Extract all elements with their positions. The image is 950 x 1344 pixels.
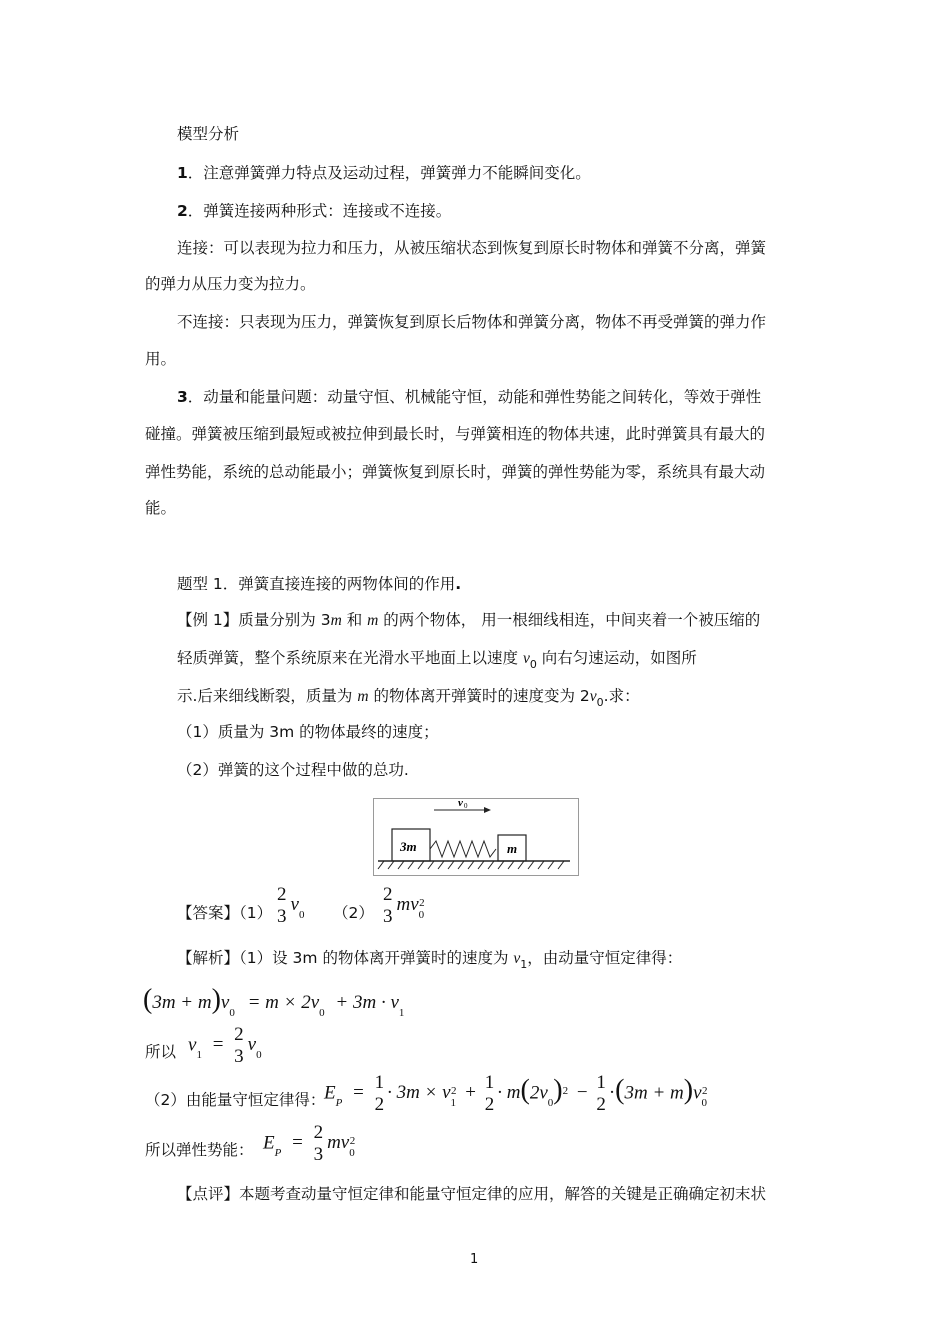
- point-1-number: 1: [177, 164, 188, 182]
- velocity-label-sub: 0: [464, 802, 468, 810]
- answer-2-label: （2）: [333, 904, 374, 922]
- point-3-line-4: 能。: [145, 499, 177, 517]
- point-3-line-3: 弹性势能，系统的总动能最小；弹簧恢复到原长时，弹簧的弹性势能为零，系统具有最大动: [145, 463, 766, 481]
- ground-hatching: [378, 861, 564, 869]
- point-2-text: ．弹簧连接两种形式：连接或不连接。: [187, 202, 452, 220]
- analysis-tag: 【解析】: [177, 949, 240, 967]
- point-3-number: 3: [177, 388, 188, 406]
- connect-line-1: 连接：可以表现为拉力和压力，从被压缩状态到恢复到原长时物体和弹簧不分离，弹簧: [177, 239, 767, 257]
- example-line-3: 示.后来细线断裂，质量为 m 的物体离开弹簧时的速度变为 $2v_0$.求：: [177, 687, 640, 709]
- connect-line-2: 的弹力从压力变为拉力。: [145, 275, 316, 293]
- example-tag: 【例 1】: [177, 611, 239, 629]
- v1-result: $v_1$ = 2 3 $v_0$: [188, 1024, 262, 1067]
- type1-title: 题型 1．弹簧直接连接的两物体间的作用.: [177, 575, 462, 593]
- comment-line: 【点评】本题考查动量守恒定律和能量守恒定律的应用，解答的关键是正确确定初末状: [177, 1185, 767, 1203]
- point-2-number: 2: [177, 202, 188, 220]
- page-number: 1: [470, 1252, 479, 1267]
- example-line-2: 轻质弹簧，整个系统原来在光滑水平地面上以速度 $v_0$ 向右匀速运动，如图所: [177, 649, 697, 671]
- figure-drawing: [374, 799, 578, 875]
- momentum-equation: $(3m + m)v_0 = m \times 2v_0 + 3m \cdot v_1$: [143, 984, 405, 1019]
- block-m-label: m: [507, 841, 518, 856]
- section-title: 模型分析: [177, 125, 240, 143]
- block-3m-label: 3m: [400, 839, 417, 854]
- so-label-1: 所以: [145, 1043, 177, 1061]
- spring-blocks-figure: [373, 798, 579, 876]
- noconnect-line-2: 用。: [145, 350, 177, 368]
- answer-2-expression: 2 3 $mv_0^2$: [383, 884, 425, 927]
- noconnect-line-1: 不连接：只表现为压力，弹簧恢复到原长后物体和弹簧分离，物体不再受弹簧的弹力作: [177, 313, 767, 331]
- answer-1-expression: 2 3 $v_0$: [277, 884, 305, 927]
- velocity-arrow-head: [484, 807, 491, 813]
- point-3-line-1: [177, 387, 761, 407]
- velocity-label: v: [458, 799, 463, 809]
- question-2: （2）弹簧的这个过程中做的总功.: [177, 761, 409, 779]
- elastic-energy-result: $E_P$ = 2 3 $mv_0^2$: [263, 1122, 356, 1165]
- energy-equation: $E_P$ = 1 2 · $3m \times v_1^2$ + 1 2 · $m(2v_0)^2$ − 1 2 $\cdot(3m + m)v_0^2$: [324, 1072, 708, 1115]
- point-1: [177, 163, 591, 183]
- spring: [430, 841, 496, 857]
- point-3-line-2: 碰撞。弹簧被压缩到最短或被拉伸到最长时，与弹簧相连的物体共速，此时弹簧具有最大的: [145, 425, 766, 443]
- point-1-text: ．注意弹簧弹力特点及运动过程，弹簧弹力不能瞬间变化。: [187, 164, 591, 182]
- point-3-text: ．动量和能量问题：动量守恒、机械能守恒，动能和弹性势能之间转化，等效于弹性: [187, 388, 762, 406]
- analysis-line-1: 【解析】（1）设 3m 的物体离开弹簧时的速度为 $v_1$，由动量守恒定律得：: [177, 949, 683, 971]
- so-label-2: 所以弹性势能：: [145, 1141, 254, 1159]
- point-2: [177, 201, 451, 221]
- example-line-1: 【例 1】质量分别为 3m 和 m 的两个物体， 用一根细线相连，中间夹着一个被压缩的: [177, 611, 761, 629]
- question-1: （1）质量为 3m 的物体最终的速度；: [177, 723, 439, 741]
- analysis-line-2: （2）由能量守恒定律得：: [145, 1091, 326, 1109]
- comment-tag: 【点评】: [177, 1185, 240, 1203]
- answer-tag: 【答案】（1）: [177, 904, 273, 922]
